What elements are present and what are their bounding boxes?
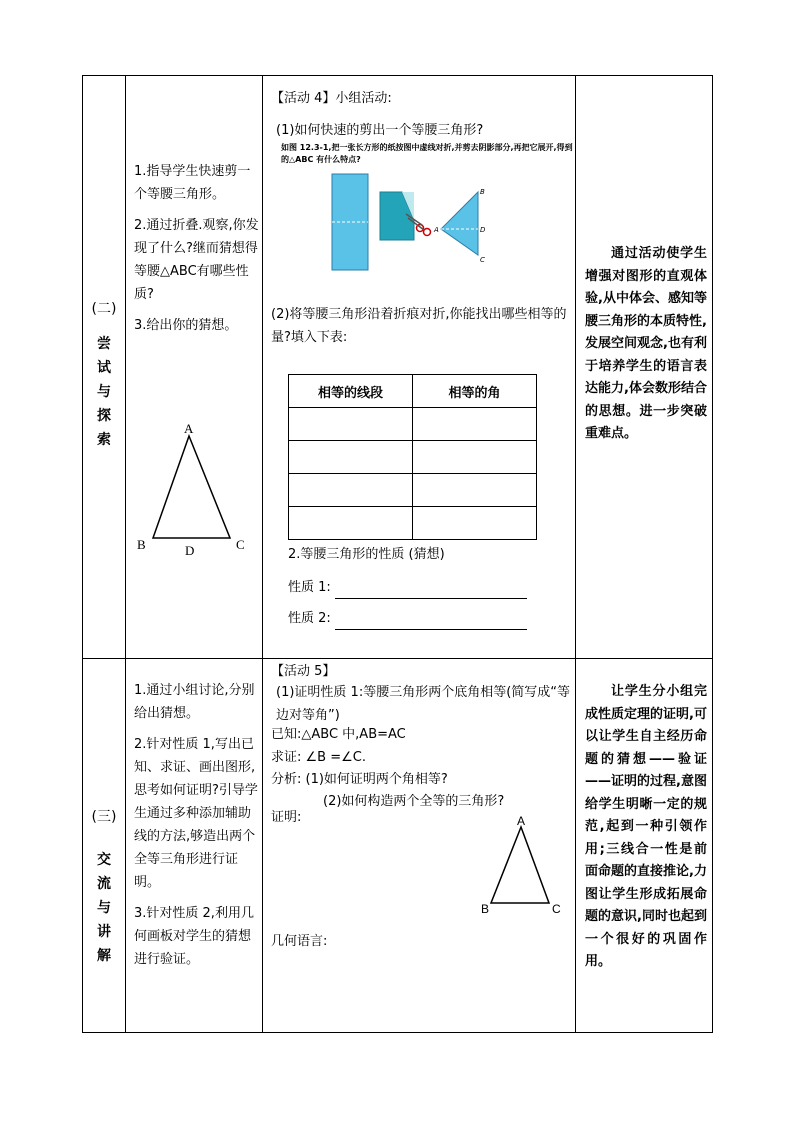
property-1-label: 性质 1: — [288, 580, 331, 595]
geometry-language-label: 几何语言: — [271, 934, 328, 949]
question-1: (1)如何快速的剪出一个等腰三角形? — [276, 123, 484, 138]
proof-triangle-figure — [476, 813, 571, 917]
stage-name — [83, 848, 125, 968]
property-2-row — [288, 607, 568, 630]
stage-cell-2 — [83, 76, 125, 658]
table-cell[interactable] — [413, 441, 537, 474]
property-2-blank[interactable] — [335, 613, 527, 630]
stage-name — [83, 332, 125, 452]
equal-quantities-table — [288, 374, 537, 540]
stage-char: 与 — [97, 384, 111, 400]
vertex-label-c: C — [552, 902, 561, 916]
table-cell[interactable] — [413, 507, 537, 540]
proof-label: 证明: — [271, 810, 302, 825]
vertex-label-c: C — [236, 537, 245, 552]
column-divider — [262, 76, 263, 1032]
vertex-label-b: B — [137, 537, 146, 552]
vertex-label-a: A — [184, 421, 194, 436]
prove-statement: 求证: ∠B =∠C. — [271, 750, 366, 765]
teacher-step: 1.指导学生快速剪一个等腰三角形。 — [134, 164, 251, 202]
table-cell[interactable] — [413, 474, 537, 507]
table-cell[interactable] — [289, 441, 413, 474]
stage-char: 交 — [97, 852, 111, 868]
teacher-activity-2 — [134, 160, 260, 345]
vertex-label-c: C — [480, 256, 485, 264]
table-row — [289, 408, 537, 441]
design-intent-2: 通过活动使学生增强对图形的直观体验,从中体会、感知等腰三角形的本质特性,发展空间观念,也有利于培养学生的语言表达能力,体会数形结合的思想。进一步突破重难点。 — [585, 246, 707, 441]
proof-statement: (1)证明性质 1:等腰三角形两个底角相等(简写成“等边对等角”) — [276, 685, 571, 723]
table-row — [289, 474, 537, 507]
table-header: 相等的角 — [413, 375, 537, 408]
lesson-table — [82, 75, 713, 1033]
given-statement: 已知:△ABC 中,AB=AC — [271, 727, 406, 742]
stage-cell-3 — [83, 658, 125, 1034]
teacher-step: 3.给出你的猜想。 — [134, 318, 238, 333]
table-header-row — [289, 375, 537, 408]
vertex-label-a: A — [434, 226, 439, 234]
question-2: (2)将等腰三角形沿着折痕对折,你能找出哪些相等的量?填入下表: — [271, 307, 567, 345]
isosceles-triangle-figure — [133, 419, 253, 559]
teacher-activity-3 — [134, 679, 260, 979]
vertex-label-b: B — [480, 188, 485, 196]
stage-char: 流 — [97, 876, 111, 892]
design-intent-3: 让学生分小组完成性质定理的证明,可以让学生自主经历命题的猜想——验证——证明的过程,意图给学生明晰一定的规范,起到一种引领作用;三线合一性是前面命题的直接推论,力图让学生形成拓展命题的意识,同时也起到一个很好的巩固作用。 — [585, 684, 707, 969]
property-heading: 2.等腰三角形的性质 (猜想) — [288, 547, 445, 562]
stage-char: 试 — [97, 360, 111, 376]
table-cell[interactable] — [289, 408, 413, 441]
stage-char: 尝 — [97, 336, 111, 352]
teacher-step: 2.针对性质 1,写出已知、求证、画出图形,思考如何证明?引导学生通过多种添加辅助线的方法,够造出两个全等三角形进行证明。 — [134, 737, 258, 890]
stage-char: 与 — [97, 900, 111, 916]
column-divider — [575, 76, 576, 1032]
stage-number: (三) — [91, 809, 117, 825]
analysis-1: 分析: (1)如何证明两个角相等? — [271, 772, 448, 787]
row-divider — [83, 658, 712, 659]
teacher-step: 1.通过小组讨论,分别给出猜想。 — [134, 683, 255, 721]
table-row — [289, 507, 537, 540]
table-cell[interactable] — [413, 408, 537, 441]
teacher-step: 3.针对性质 2,利用几何画板对学生的猜想进行验证。 — [134, 906, 254, 967]
vertex-label-d: D — [480, 226, 486, 234]
stage-char: 讲 — [97, 924, 111, 940]
stage-char: 索 — [97, 432, 111, 448]
activity-5-title: 【活动 5】 — [271, 664, 336, 679]
teacher-step: 2.通过折叠.观察,你发现了什么?继而猜想得等腰△ABC有哪些性质? — [134, 218, 259, 302]
figure-caption: 如图 12.3-1,把一张长方形的纸按图中虚线对折,并剪去阴影部分,再把它展开,得到的△ABC 有什么特点? — [281, 143, 573, 164]
stage-char: 探 — [97, 408, 111, 424]
unfolded-triangle — [441, 192, 478, 255]
triangle-shape — [491, 827, 549, 903]
vertex-label-a: A — [517, 814, 526, 828]
table-row — [289, 441, 537, 474]
analysis-2: (2)如何构造两个全等的三角形? — [323, 794, 505, 809]
vertex-label-b: B — [481, 902, 490, 916]
paper-folding-figure — [328, 170, 498, 274]
table-cell[interactable] — [289, 507, 413, 540]
triangle-shape — [153, 436, 230, 538]
stage-char: 解 — [97, 948, 111, 964]
property-1-row — [288, 576, 568, 599]
property-2-label: 性质 2: — [288, 611, 331, 626]
stage-number: (二) — [91, 301, 117, 317]
table-header: 相等的线段 — [289, 375, 413, 408]
table-cell[interactable] — [289, 474, 413, 507]
vertex-label-d: D — [185, 543, 195, 558]
column-divider — [125, 76, 126, 1032]
property-1-blank[interactable] — [335, 582, 527, 599]
activity-title: 【活动 4】小组活动: — [271, 91, 392, 106]
